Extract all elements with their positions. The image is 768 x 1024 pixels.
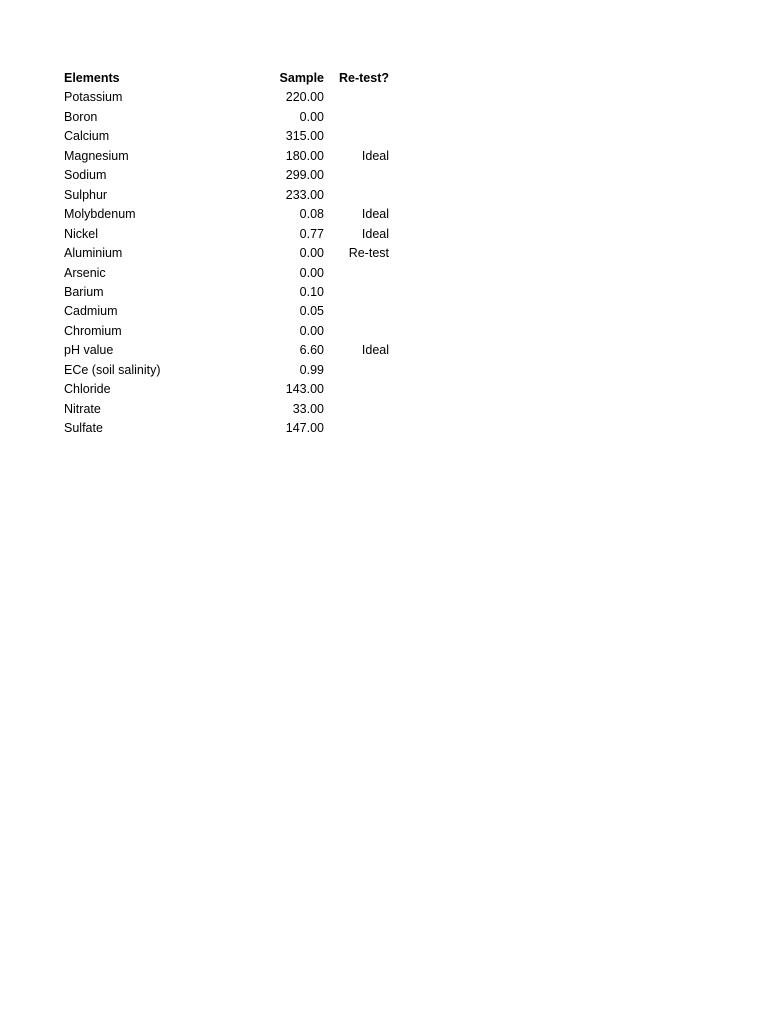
cell-retest [324, 186, 389, 205]
cell-sample: 33.00 [292, 401, 324, 416]
table-row [64, 283, 389, 302]
cell-sample: 180.00 [285, 148, 324, 163]
table-row [64, 341, 389, 360]
cell-sample: 220.00 [285, 90, 324, 105]
cell-retest [324, 302, 389, 321]
cell-retest [324, 166, 389, 185]
table-row [64, 166, 389, 185]
cell-sample: 0.77 [299, 226, 324, 241]
table-body [64, 88, 389, 438]
cell-element: Nickel [64, 226, 99, 241]
cell-element: Barium [64, 284, 104, 299]
cell-retest: Ideal [361, 343, 389, 358]
table-row [64, 205, 389, 224]
table-row [64, 264, 389, 283]
cell-element: Sodium [64, 168, 107, 183]
cell-element: Magnesium [64, 148, 129, 163]
cell-element: Arsenic [64, 265, 106, 280]
table-row [64, 186, 389, 205]
cell-retest [324, 361, 389, 380]
header-elements: Elements [64, 71, 120, 85]
table-row [64, 225, 389, 244]
cell-sample: 0.99 [299, 362, 324, 377]
cell-retest [324, 419, 389, 438]
cell-element: ECe (soil salinity) [64, 362, 161, 377]
spreadsheet-page [64, 69, 394, 439]
header-retest: Re-test? [338, 71, 389, 85]
cell-element: Sulfate [64, 421, 103, 436]
cell-sample: 233.00 [285, 187, 324, 202]
cell-element: Molybdenum [64, 207, 136, 222]
cell-sample: 0.00 [299, 323, 324, 338]
cell-sample: 299.00 [285, 168, 324, 183]
table-row [64, 380, 389, 399]
cell-element: Calcium [64, 129, 110, 144]
cell-element: Sulphur [64, 187, 108, 202]
cell-element: pH value [64, 343, 114, 358]
table-row [64, 400, 389, 419]
cell-retest [324, 108, 389, 127]
cell-sample: 0.08 [299, 207, 324, 222]
cell-retest [324, 127, 389, 146]
cell-retest: Re-test [348, 246, 389, 261]
cell-retest [324, 283, 389, 302]
table-row [64, 244, 389, 263]
table-row [64, 419, 389, 438]
table-row [64, 361, 389, 380]
cell-sample: 147.00 [285, 421, 324, 436]
cell-sample: 0.10 [299, 284, 324, 299]
cell-sample: 0.00 [299, 246, 324, 261]
cell-retest [324, 264, 389, 283]
cell-sample: 315.00 [285, 129, 324, 144]
cell-retest: Ideal [361, 226, 389, 241]
cell-element: Nitrate [64, 401, 101, 416]
table-row [64, 108, 389, 127]
table-row [64, 127, 389, 146]
cell-element: Chloride [64, 382, 111, 397]
cell-retest [324, 322, 389, 341]
cell-sample: 0.00 [299, 109, 324, 124]
header-row [64, 69, 389, 88]
header-sample: Sample [279, 71, 324, 85]
cell-retest [324, 380, 389, 399]
cell-element: Cadmium [64, 304, 118, 319]
cell-element: Boron [64, 109, 98, 124]
cell-retest [324, 400, 389, 419]
cell-element: Chromium [64, 323, 122, 338]
cell-retest: Ideal [361, 207, 389, 222]
table-row [64, 302, 389, 321]
soil-analysis-table [64, 69, 389, 439]
cell-element: Potassium [64, 90, 123, 105]
table-row [64, 322, 389, 341]
cell-retest [324, 88, 389, 107]
cell-sample: 0.00 [299, 265, 324, 280]
cell-sample: 143.00 [285, 382, 324, 397]
table-row [64, 88, 389, 107]
cell-sample: 6.60 [299, 343, 324, 358]
table-row [64, 147, 389, 166]
cell-retest: Ideal [361, 148, 389, 163]
cell-sample: 0.05 [299, 304, 324, 319]
cell-element: Aluminium [64, 246, 123, 261]
